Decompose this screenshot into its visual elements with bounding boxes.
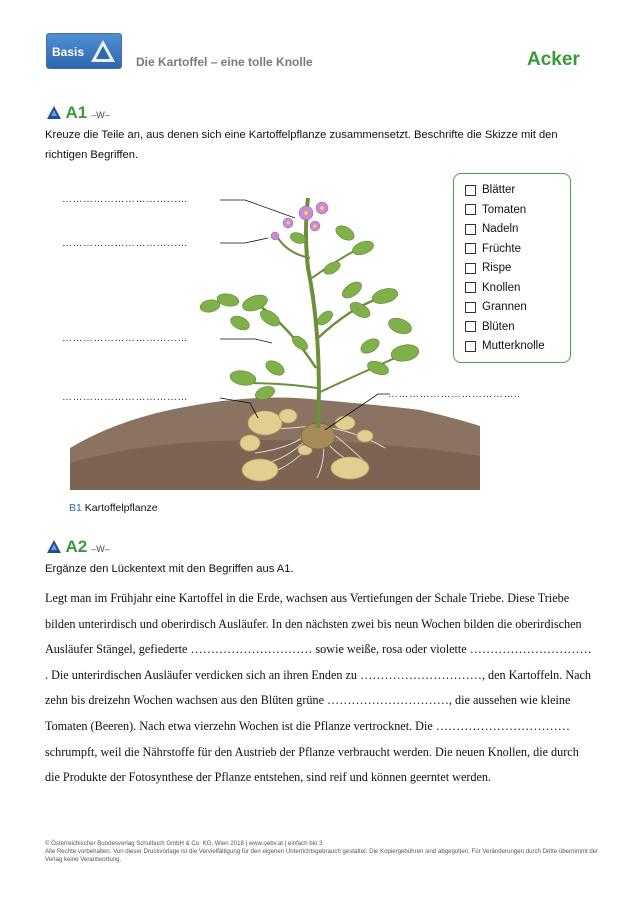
checkbox[interactable]	[465, 282, 476, 293]
checklist-item[interactable]	[465, 301, 527, 313]
answer-line-1[interactable]: ………………………………	[62, 194, 188, 205]
checkbox[interactable]	[465, 302, 476, 313]
task-tag: –W–	[91, 110, 110, 120]
task-number: A1	[65, 103, 88, 122]
checklist-item[interactable]	[465, 243, 521, 255]
document-title: Die Kartoffel – eine tolle Knolle	[136, 55, 313, 69]
subject-label: Acker	[527, 49, 580, 70]
figure-label: B1	[69, 502, 82, 514]
publisher-logo	[46, 33, 122, 69]
checklist-item[interactable]	[465, 184, 515, 196]
checklist-item[interactable]	[465, 204, 526, 216]
answer-line-4[interactable]: ………………………………	[62, 392, 188, 403]
checklist-label: Früchte	[482, 242, 521, 255]
checkbox[interactable]	[465, 243, 476, 254]
logo-text: Basis	[52, 45, 85, 59]
task-tag: –W–	[91, 544, 110, 554]
checklist-label: Grannen	[482, 301, 527, 313]
checklist-label: Blätter	[482, 184, 516, 196]
task-number: A2	[65, 537, 88, 556]
footer	[45, 840, 605, 864]
checkbox[interactable]	[465, 204, 476, 215]
checklist-item[interactable]	[465, 262, 511, 274]
mountain-icon	[47, 540, 61, 553]
triangle-logo-icon	[89, 37, 117, 65]
task-a1-instruction: Kreuze die Teile an, aus denen sich eine Kartoffelpflanze zusammensetzt. Beschrifte die Skizze mit den richtigen Begriffen.	[45, 129, 558, 161]
checklist-label: Tomaten	[482, 203, 527, 216]
checklist-item[interactable]	[465, 223, 518, 235]
task-a2-heading	[47, 537, 110, 557]
checklist-item[interactable]	[465, 340, 545, 352]
answer-line-5[interactable]: ………………………………..	[388, 389, 521, 400]
figure-caption-text: Kartoffelpflanze	[84, 502, 158, 514]
checklist-item[interactable]	[465, 282, 520, 294]
figure-caption	[69, 502, 158, 514]
checklist-label: Blüten	[482, 320, 515, 333]
checkbox[interactable]	[465, 224, 476, 235]
answer-line-3[interactable]: ………………………………	[62, 333, 188, 344]
cloze-text: Legt man im Frühjahr eine Kartoffel in die Erde, wachsen aus Vertiefungen der Schale Triebe. Diese Triebe bilden unterirdisch und oberirdisch Ausläufer. In den nächsten zwei bis neun Wochen bilden die oberirdischen Ausläufer Stängel, gefiederte ………………………… sowie weiße, rosa oder violette ………………………… . Die unterirdischen Ausläufer verdicken sich an ihren Enden zu …………………………, den Kartoffeln. Nach zehn bis dreizehn Wochen wachsen aus den Blüten grüne …………………………, die aussehen wie kleine Tomaten (Beeren). Nach etwa vierzehn Wochen ist die Pflanze vertrocknet. Die …………………………… schrumpft, weil die Nährstoffe für den Austrieb der Pflanze verbraucht werden. Die neuen Knollen, die durch die Produkte der Fotosynthese der Pflanze entstehen, sind reif und können geerntet werden.	[45, 591, 592, 785]
checklist-item[interactable]	[465, 321, 515, 333]
checklist-label: Nadeln	[482, 223, 519, 235]
checklist-label: Rispe	[482, 262, 512, 274]
footer-copyright: © Österreichischer Bundesverlag Schulbuch GmbH & Co. KG, Wien 2018 | www.oebv.at | einfach bio 3	[45, 840, 323, 847]
task-a1-heading	[47, 103, 110, 123]
checkbox[interactable]	[465, 321, 476, 332]
footer-rights: Alle Rechte vorbehalten. Von dieser Druckvorlage ist die Vervielfältigung für den eigenen Unterrichtsgebrauch gestattet. Die Kopiergebühren sind abgegolten. Für Veränderungen durch Dritte übernimmt der Verlag keine Verantwortung.	[45, 848, 599, 863]
parts-checklist	[453, 173, 571, 363]
checkbox[interactable]	[465, 263, 476, 274]
task-a2-instruction: Ergänze den Lückentext mit den Begriffen aus A1.	[45, 563, 294, 575]
checkbox[interactable]	[465, 185, 476, 196]
checklist-label: Mutterknolle	[482, 340, 545, 352]
answer-line-2[interactable]: ………………………………	[62, 238, 188, 249]
checklist-label: Knollen	[482, 281, 521, 294]
mountain-icon	[47, 106, 61, 119]
checkbox[interactable]	[465, 341, 476, 352]
